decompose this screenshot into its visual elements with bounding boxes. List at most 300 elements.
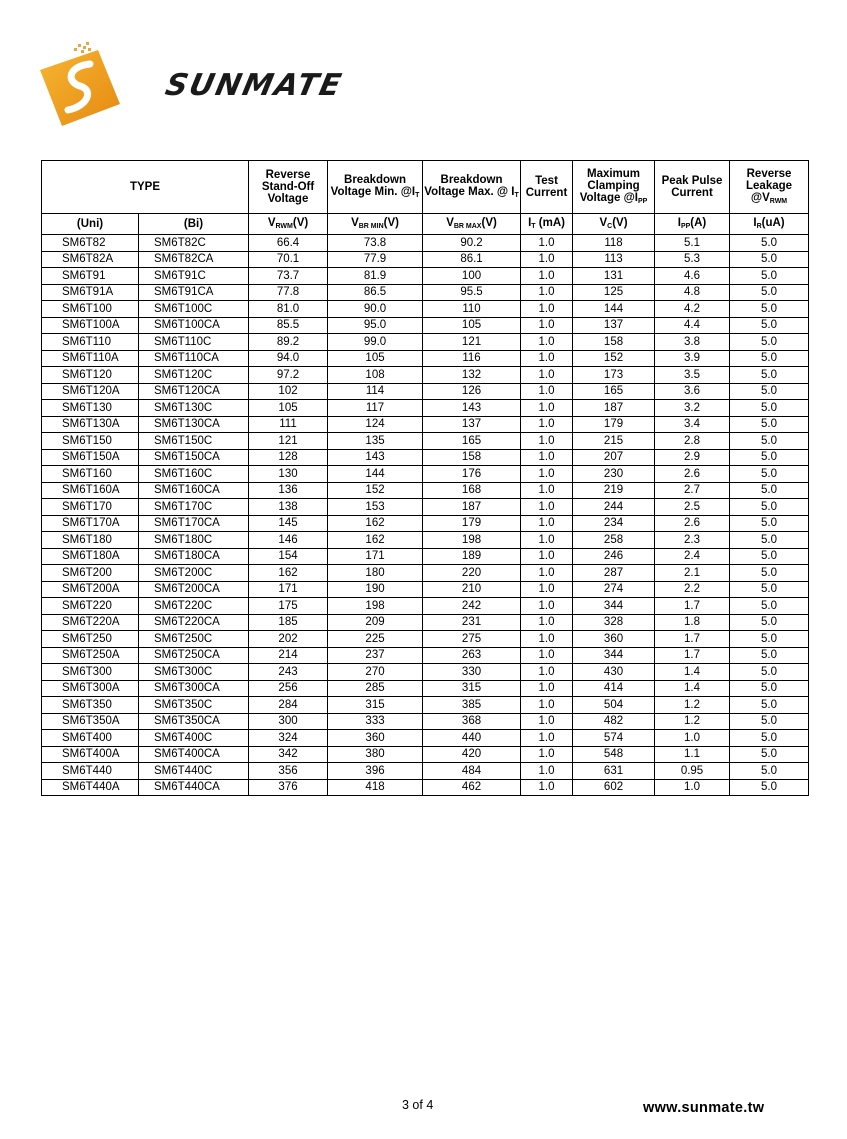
cell-vbrmax: 105	[423, 317, 521, 334]
cell-vbrmax: 95.5	[423, 284, 521, 301]
cell-it: 1.0	[521, 416, 573, 433]
cell-bi: SM6T91CA	[139, 284, 249, 301]
cell-vc: 246	[573, 548, 655, 565]
cell-uni: SM6T100	[42, 301, 139, 318]
header-reverse-leakage-label: Reverse Leakage @V	[746, 168, 793, 205]
cell-ipp: 4.8	[655, 284, 730, 301]
cell-it: 1.0	[521, 317, 573, 334]
cell-uni: SM6T200	[42, 565, 139, 582]
cell-vc: 414	[573, 680, 655, 697]
cell-ir: 5.0	[730, 350, 809, 367]
cell-vc: 274	[573, 581, 655, 598]
table-row	[42, 334, 809, 351]
cell-bi: SM6T200CA	[139, 581, 249, 598]
table-row	[42, 350, 809, 367]
cell-vrwm: 89.2	[249, 334, 328, 351]
cell-bi: SM6T350CA	[139, 713, 249, 730]
logo-wordmark: SUNMATE	[162, 68, 346, 103]
cell-vc: 165	[573, 383, 655, 400]
cell-vbrmax: 189	[423, 548, 521, 565]
cell-ir: 5.0	[730, 251, 809, 268]
cell-it: 1.0	[521, 433, 573, 450]
cell-ir: 5.0	[730, 631, 809, 648]
cell-bi: SM6T150C	[139, 433, 249, 450]
cell-it: 1.0	[521, 631, 573, 648]
cell-ipp: 1.0	[655, 779, 730, 796]
cell-bi: SM6T300CA	[139, 680, 249, 697]
table-row	[42, 416, 809, 433]
cell-uni: SM6T170	[42, 499, 139, 516]
cell-ipp: 2.6	[655, 515, 730, 532]
cell-uni: SM6T91	[42, 268, 139, 285]
cell-uni: SM6T300	[42, 664, 139, 681]
cell-it: 1.0	[521, 367, 573, 384]
cell-vc: 482	[573, 713, 655, 730]
unit-vbrmin	[328, 214, 423, 235]
cell-vrwm: 175	[249, 598, 328, 615]
table-row	[42, 614, 809, 631]
cell-ir: 5.0	[730, 680, 809, 697]
company-logo	[38, 42, 346, 132]
cell-ipp: 3.2	[655, 400, 730, 417]
cell-ir: 5.0	[730, 482, 809, 499]
cell-vbrmin: 144	[328, 466, 423, 483]
cell-ir: 5.0	[730, 466, 809, 483]
header-breakdown-max	[423, 161, 521, 214]
cell-vbrmax: 275	[423, 631, 521, 648]
unit-ipp	[655, 214, 730, 235]
cell-vc: 219	[573, 482, 655, 499]
cell-vrwm: 130	[249, 466, 328, 483]
cell-ir: 5.0	[730, 763, 809, 780]
cell-ipp: 1.2	[655, 697, 730, 714]
cell-bi: SM6T250CA	[139, 647, 249, 664]
header-max-clamping-label: Maximum Clamping Voltage @I	[579, 168, 641, 205]
cell-it: 1.0	[521, 680, 573, 697]
cell-vbrmax: 168	[423, 482, 521, 499]
cell-ipp: 1.4	[655, 680, 730, 697]
cell-uni: SM6T91A	[42, 284, 139, 301]
cell-it: 1.0	[521, 779, 573, 796]
cell-uni: SM6T110A	[42, 350, 139, 367]
cell-bi: SM6T170CA	[139, 515, 249, 532]
unit-it-unit: (mA)	[535, 217, 565, 230]
cell-it: 1.0	[521, 251, 573, 268]
cell-vbrmax: 330	[423, 664, 521, 681]
cell-ir: 5.0	[730, 235, 809, 252]
cell-ipp: 1.7	[655, 598, 730, 615]
cell-vc: 328	[573, 614, 655, 631]
cell-uni: SM6T350	[42, 697, 139, 714]
logo-emblem-icon	[38, 42, 128, 132]
cell-ir: 5.0	[730, 334, 809, 351]
cell-it: 1.0	[521, 730, 573, 747]
cell-ipp: 2.5	[655, 499, 730, 516]
cell-vc: 344	[573, 598, 655, 615]
cell-bi: SM6T350C	[139, 697, 249, 714]
cell-it: 1.0	[521, 548, 573, 565]
table-row	[42, 565, 809, 582]
cell-ir: 5.0	[730, 581, 809, 598]
cell-vbrmin: 81.9	[328, 268, 423, 285]
cell-vrwm: 81.0	[249, 301, 328, 318]
cell-bi: SM6T82CA	[139, 251, 249, 268]
header-test-current: Test Current	[521, 161, 573, 214]
cell-bi: SM6T100CA	[139, 317, 249, 334]
table-row	[42, 631, 809, 648]
unit-ir-unit: (uA)	[761, 217, 785, 230]
cell-ipp: 1.4	[655, 664, 730, 681]
table-row	[42, 383, 809, 400]
cell-uni: SM6T220A	[42, 614, 139, 631]
cell-ipp: 2.7	[655, 482, 730, 499]
cell-uni: SM6T82	[42, 235, 139, 252]
cell-vrwm: 146	[249, 532, 328, 549]
cell-vbrmin: 117	[328, 400, 423, 417]
cell-uni: SM6T300A	[42, 680, 139, 697]
cell-ipp: 1.2	[655, 713, 730, 730]
cell-vbrmax: 187	[423, 499, 521, 516]
cell-vbrmin: 190	[328, 581, 423, 598]
cell-vbrmax: 210	[423, 581, 521, 598]
cell-uni: SM6T440	[42, 763, 139, 780]
cell-vrwm: 162	[249, 565, 328, 582]
cell-vrwm: 77.8	[249, 284, 328, 301]
cell-vbrmin: 270	[328, 664, 423, 681]
cell-vbrmin: 360	[328, 730, 423, 747]
table-row	[42, 713, 809, 730]
cell-vbrmin: 380	[328, 746, 423, 763]
header-reverse-leakage-sub: RWM	[769, 198, 788, 206]
cell-vbrmax: 132	[423, 367, 521, 384]
table-row	[42, 400, 809, 417]
cell-ir: 5.0	[730, 433, 809, 450]
spec-table	[41, 160, 809, 796]
cell-vc: 137	[573, 317, 655, 334]
cell-vc: 244	[573, 499, 655, 516]
cell-bi: SM6T180C	[139, 532, 249, 549]
cell-it: 1.0	[521, 697, 573, 714]
cell-vrwm: 66.4	[249, 235, 328, 252]
header-row-titles	[42, 161, 809, 214]
table-row	[42, 746, 809, 763]
cell-ir: 5.0	[730, 713, 809, 730]
cell-vbrmax: 126	[423, 383, 521, 400]
page-number: 3 of 4	[402, 1098, 434, 1112]
cell-bi: SM6T250C	[139, 631, 249, 648]
cell-uni: SM6T100A	[42, 317, 139, 334]
cell-bi: SM6T82C	[139, 235, 249, 252]
cell-uni: SM6T180	[42, 532, 139, 549]
cell-it: 1.0	[521, 581, 573, 598]
cell-bi: SM6T91C	[139, 268, 249, 285]
cell-vc: 158	[573, 334, 655, 351]
cell-ir: 5.0	[730, 647, 809, 664]
cell-vbrmax: 484	[423, 763, 521, 780]
cell-bi: SM6T440C	[139, 763, 249, 780]
cell-it: 1.0	[521, 647, 573, 664]
unit-it-sub: T	[531, 223, 536, 231]
cell-ir: 5.0	[730, 301, 809, 318]
cell-it: 1.0	[521, 598, 573, 615]
table-row	[42, 680, 809, 697]
unit-vbrmin-unit: (V)	[383, 217, 399, 230]
cell-uni: SM6T350A	[42, 713, 139, 730]
table-row	[42, 449, 809, 466]
table-row	[42, 317, 809, 334]
cell-vbrmax: 315	[423, 680, 521, 697]
cell-vbrmin: 135	[328, 433, 423, 450]
cell-bi: SM6T200C	[139, 565, 249, 582]
cell-ipp: 5.3	[655, 251, 730, 268]
cell-uni: SM6T150A	[42, 449, 139, 466]
cell-vbrmax: 86.1	[423, 251, 521, 268]
cell-ir: 5.0	[730, 400, 809, 417]
cell-ipp: 4.6	[655, 268, 730, 285]
cell-it: 1.0	[521, 400, 573, 417]
cell-ir: 5.0	[730, 598, 809, 615]
unit-ipp-unit: (A)	[690, 217, 707, 230]
cell-ipp: 3.5	[655, 367, 730, 384]
table-row	[42, 499, 809, 516]
cell-vrwm: 94.0	[249, 350, 328, 367]
cell-uni: SM6T150	[42, 433, 139, 450]
cell-vbrmin: 180	[328, 565, 423, 582]
cell-ir: 5.0	[730, 449, 809, 466]
header-row-units	[42, 214, 809, 235]
cell-it: 1.0	[521, 565, 573, 582]
cell-bi: SM6T220CA	[139, 614, 249, 631]
cell-it: 1.0	[521, 268, 573, 285]
table-row	[42, 647, 809, 664]
cell-ir: 5.0	[730, 664, 809, 681]
cell-vc: 118	[573, 235, 655, 252]
cell-ir: 5.0	[730, 697, 809, 714]
unit-vc-sub: C	[607, 223, 613, 231]
header-breakdown-min	[328, 161, 423, 214]
unit-vc-symbol: V	[599, 217, 608, 230]
header-reverse-standoff	[249, 161, 328, 214]
cell-uni: SM6T120A	[42, 383, 139, 400]
unit-uni: (Uni)	[42, 214, 139, 235]
table-row	[42, 235, 809, 252]
cell-vbrmin: 237	[328, 647, 423, 664]
cell-uni: SM6T110	[42, 334, 139, 351]
cell-ipp: 2.2	[655, 581, 730, 598]
cell-bi: SM6T180CA	[139, 548, 249, 565]
cell-vbrmin: 99.0	[328, 334, 423, 351]
table-row	[42, 763, 809, 780]
cell-vrwm: 202	[249, 631, 328, 648]
cell-uni: SM6T400A	[42, 746, 139, 763]
unit-vrwm-unit: (V)	[292, 217, 309, 230]
cell-ipp: 1.8	[655, 614, 730, 631]
cell-uni: SM6T130	[42, 400, 139, 417]
cell-it: 1.0	[521, 334, 573, 351]
cell-vc: 187	[573, 400, 655, 417]
cell-ir: 5.0	[730, 532, 809, 549]
unit-it-symbol: I	[528, 217, 532, 230]
cell-vbrmin: 90.0	[328, 301, 423, 318]
cell-ir: 5.0	[730, 383, 809, 400]
unit-vrwm-symbol: V	[267, 217, 276, 230]
table-row	[42, 268, 809, 285]
cell-vrwm: 111	[249, 416, 328, 433]
header-breakdown-min-sub: T	[415, 192, 420, 200]
cell-vbrmin: 77.9	[328, 251, 423, 268]
cell-ipp: 2.6	[655, 466, 730, 483]
cell-ipp: 0.95	[655, 763, 730, 780]
cell-it: 1.0	[521, 482, 573, 499]
cell-it: 1.0	[521, 532, 573, 549]
cell-vc: 344	[573, 647, 655, 664]
cell-ipp: 3.8	[655, 334, 730, 351]
cell-it: 1.0	[521, 284, 573, 301]
unit-vc	[573, 214, 655, 235]
cell-bi: SM6T170C	[139, 499, 249, 516]
cell-vbrmax: 462	[423, 779, 521, 796]
unit-vbrmax-sub: BR MAX	[453, 223, 482, 231]
cell-uni: SM6T440A	[42, 779, 139, 796]
cell-vbrmax: 368	[423, 713, 521, 730]
cell-vc: 504	[573, 697, 655, 714]
table-row	[42, 284, 809, 301]
table-row	[42, 515, 809, 532]
cell-it: 1.0	[521, 301, 573, 318]
cell-ipp: 2.3	[655, 532, 730, 549]
cell-vc: 258	[573, 532, 655, 549]
unit-ipp-symbol: I	[677, 217, 681, 230]
cell-ipp: 3.6	[655, 383, 730, 400]
cell-vbrmin: 333	[328, 713, 423, 730]
table-row	[42, 598, 809, 615]
table-row	[42, 482, 809, 499]
unit-it	[521, 214, 573, 235]
cell-vbrmax: 179	[423, 515, 521, 532]
cell-vrwm: 138	[249, 499, 328, 516]
cell-it: 1.0	[521, 350, 573, 367]
table-row	[42, 779, 809, 796]
cell-vc: 631	[573, 763, 655, 780]
cell-vc: 215	[573, 433, 655, 450]
cell-vbrmax: 220	[423, 565, 521, 582]
cell-vrwm: 145	[249, 515, 328, 532]
cell-vrwm: 256	[249, 680, 328, 697]
cell-uni: SM6T160	[42, 466, 139, 483]
cell-bi: SM6T160CA	[139, 482, 249, 499]
header-reverse-leakage	[730, 161, 809, 214]
cell-vc: 602	[573, 779, 655, 796]
header-type: TYPE	[42, 161, 249, 214]
cell-ipp: 4.4	[655, 317, 730, 334]
cell-vc: 230	[573, 466, 655, 483]
unit-ir-symbol: I	[753, 217, 757, 230]
table-row	[42, 301, 809, 318]
cell-uni: SM6T400	[42, 730, 139, 747]
cell-ir: 5.0	[730, 284, 809, 301]
cell-ir: 5.0	[730, 268, 809, 285]
cell-vbrmax: 198	[423, 532, 521, 549]
cell-ipp: 1.7	[655, 647, 730, 664]
cell-vc: 430	[573, 664, 655, 681]
cell-vbrmin: 73.8	[328, 235, 423, 252]
cell-vrwm: 342	[249, 746, 328, 763]
cell-uni: SM6T220	[42, 598, 139, 615]
header-peak-pulse: Peak Pulse Current	[655, 161, 730, 214]
cell-vrwm: 356	[249, 763, 328, 780]
cell-vbrmax: 158	[423, 449, 521, 466]
header-breakdown-max-sub: T	[514, 192, 519, 200]
cell-ipp: 3.9	[655, 350, 730, 367]
cell-vbrmin: 315	[328, 697, 423, 714]
cell-it: 1.0	[521, 466, 573, 483]
table-row	[42, 466, 809, 483]
cell-it: 1.0	[521, 713, 573, 730]
cell-vbrmax: 90.2	[423, 235, 521, 252]
unit-vbrmax-unit: (V)	[481, 217, 497, 230]
cell-bi: SM6T110C	[139, 334, 249, 351]
table-row	[42, 251, 809, 268]
cell-vrwm: 136	[249, 482, 328, 499]
unit-ipp-sub: PP	[680, 223, 691, 231]
cell-uni: SM6T250	[42, 631, 139, 648]
cell-vbrmax: 242	[423, 598, 521, 615]
cell-vc: 173	[573, 367, 655, 384]
spec-table-body	[42, 235, 809, 796]
cell-vbrmax: 385	[423, 697, 521, 714]
table-row	[42, 367, 809, 384]
cell-ir: 5.0	[730, 779, 809, 796]
cell-vbrmin: 114	[328, 383, 423, 400]
cell-vbrmax: 110	[423, 301, 521, 318]
cell-vbrmin: 152	[328, 482, 423, 499]
cell-vbrmax: 100	[423, 268, 521, 285]
cell-vbrmin: 418	[328, 779, 423, 796]
cell-ipp: 5.1	[655, 235, 730, 252]
cell-vc: 125	[573, 284, 655, 301]
cell-vbrmin: 95.0	[328, 317, 423, 334]
cell-bi: SM6T130CA	[139, 416, 249, 433]
cell-vrwm: 171	[249, 581, 328, 598]
unit-vbrmax	[423, 214, 521, 235]
cell-vrwm: 102	[249, 383, 328, 400]
cell-ipp: 3.4	[655, 416, 730, 433]
unit-bi: (Bi)	[139, 214, 249, 235]
cell-vrwm: 154	[249, 548, 328, 565]
cell-it: 1.0	[521, 763, 573, 780]
cell-ir: 5.0	[730, 515, 809, 532]
cell-vrwm: 128	[249, 449, 328, 466]
unit-vbrmin-sub: BR MIN	[358, 223, 384, 231]
cell-vrwm: 73.7	[249, 268, 328, 285]
cell-vbrmin: 108	[328, 367, 423, 384]
cell-ir: 5.0	[730, 746, 809, 763]
cell-uni: SM6T180A	[42, 548, 139, 565]
cell-ir: 5.0	[730, 548, 809, 565]
cell-vrwm: 121	[249, 433, 328, 450]
header-breakdown-min-label: Breakdown Voltage Min. @I	[330, 174, 416, 199]
cell-bi: SM6T400CA	[139, 746, 249, 763]
cell-bi: SM6T440CA	[139, 779, 249, 796]
unit-vbrmax-symbol: V	[446, 217, 454, 230]
cell-vbrmax: 165	[423, 433, 521, 450]
cell-vc: 574	[573, 730, 655, 747]
cell-vc: 131	[573, 268, 655, 285]
cell-vbrmin: 396	[328, 763, 423, 780]
cell-ipp: 2.9	[655, 449, 730, 466]
cell-vc: 152	[573, 350, 655, 367]
cell-vbrmax: 143	[423, 400, 521, 417]
